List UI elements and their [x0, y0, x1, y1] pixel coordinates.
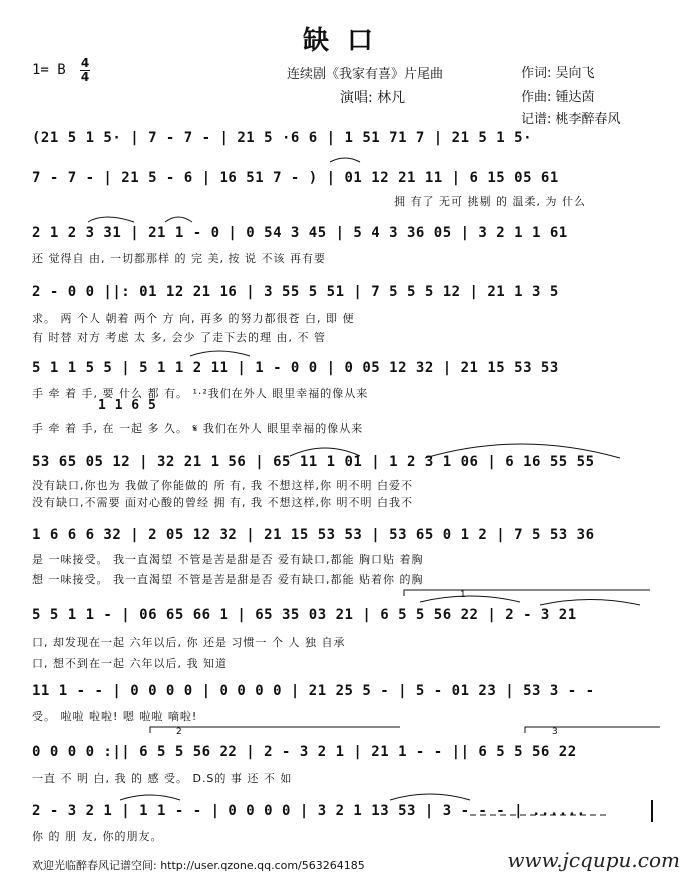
volta-bracket	[525, 727, 660, 733]
notation-line: 11 1 - - | 0 0 0 0 | 0 0 0 0 | 21 25 5 - | 5 - 01 23 | 53 3 - -	[32, 683, 595, 699]
lyric-line: 没有缺口,你也为 我做了你能做的 所 有, 我 不想这样,你 明不明 白爱不	[32, 479, 413, 492]
meter-bottom: 4	[80, 70, 90, 84]
notation-line: 5 5 1 1 - | 06 65 66 1 | 65 35 03 21 | 6 5 5 56 22 | 2 - 3 21	[32, 607, 577, 623]
notation-line: 7 - 7 - | 21 5 - 6 | 16 51 7 - ) | 01 12 21 11 | 6 15 05 61	[32, 170, 559, 186]
key-signature: 1= B	[32, 62, 66, 78]
slur	[425, 444, 620, 458]
notation-line: 53 65 05 12 | 32 21 1 56 | 65 11 1 01 | 1 2 3 1 06 | 6 16 55 55	[32, 454, 595, 470]
lyric-line: 受。 啦啦 啦啦! 嗯 啦啦 嘀啦!	[32, 710, 198, 723]
song-title: 缺口	[302, 26, 391, 56]
slur	[330, 158, 360, 162]
volta-bracket	[150, 727, 400, 733]
alt-notation: 1 1 6 5	[98, 398, 157, 413]
footer-text: 欢迎光临醉春风记谱空间: http://user.qzone.qq.com/563264185	[32, 859, 365, 872]
volta-bracket	[404, 590, 650, 596]
slur	[120, 795, 180, 800]
lyricist-credit: 作词: 吴向飞	[521, 66, 595, 81]
watermark: www.jcqupu.com	[507, 848, 680, 872]
lyric-line: 拥 有了 无可 挑剔 的 温柔, 为 什么	[394, 195, 586, 208]
lyric-line: 你 的 朋 友, 你的朋友。	[32, 830, 163, 843]
slur	[390, 794, 470, 800]
composer-credit: 作曲: 锺达茵	[521, 90, 595, 105]
lyric-line: 口, 却发现在一起 六年以后, 你 还是 习惯一 个 人 独 自承	[32, 636, 346, 649]
lyric-line: 没有缺口,不需要 面对心酸的曾经 拥 有, 我 不想这样,你 明不明 白我不	[32, 496, 413, 509]
slur	[88, 217, 134, 222]
notation-line: 0 0 0 0 :|| 6 5 5 56 22 | 2 - 3 2 1 | 21 1 - - || 6 5 5 56 22	[32, 744, 577, 760]
transcriber-credit: 记谱: 桃李醉春风	[521, 112, 621, 127]
lyric-line: 口, 想不到在一起 六年以后, 我 知道	[32, 657, 227, 670]
notation-line: 1 6 6 6 32 | 2 05 12 32 | 21 15 53 53 | 53 65 0 1 2 | 7 5 53 36	[32, 527, 595, 543]
lyric-line: 是 一味接受。 我一直渴望 不管是苦是甜是否 爱有缺口,都能 胸口贴 着胸	[32, 553, 424, 566]
notation-line: (21 5 1 5· | 7 - 7 - | 21 5 ·6 6 | 1 51 71 7 | 21 5 1 5·	[32, 130, 533, 146]
singer-credit: 演唱: 林凡	[340, 90, 406, 106]
slur	[165, 217, 192, 222]
volta-marker: 3	[552, 727, 559, 737]
slur	[420, 596, 520, 602]
notation-line: 5 1 1 5 5 | 5 1 1 2 11 | 1 - 0 0 | 0 05 12 32 | 21 15 53 53	[32, 360, 559, 376]
lyric-line: 求。 两 个人 朝着 两个 方 向, 再多 的努力都很苍 白, 即 便	[32, 312, 355, 325]
slur	[290, 448, 360, 456]
notation-line: 2 - 0 0 ||: 01 12 21 16 | 3 55 5 51 | 7 5 5 5 12 | 21 1 3 5	[32, 284, 559, 300]
notation-line: 2 1 2 3 31 | 21 1 - 0 | 0 54 3 45 | 5 4 3 36 05 | 3 2 1 1 61	[32, 225, 568, 241]
notation-line: 2 - 3 2 1 | 1 1 - - | 0 0 0 0 | 3 2 1 13 53 | 3 - - - | ......	[32, 803, 586, 819]
lyric-line: 想 一味接受。 我一直渴望 不管是苦是甜是否 爱有缺口,都能 贴着你 的胸	[32, 573, 424, 586]
lyric-line: 手 牵 着 手, 在 一起 多 久。 𝄋 我们在外人 眼里幸福的像从来	[32, 422, 364, 435]
volta-marker: 1	[460, 590, 467, 600]
subtitle: 连续剧《我家有喜》片尾曲	[287, 67, 444, 82]
slur	[190, 351, 250, 356]
volta-marker: 2	[176, 727, 183, 737]
slur	[540, 600, 640, 606]
lyric-line: 一直 不 明 白, 我 的 感 受。 D.S的 事 还 不 如	[32, 772, 293, 785]
meter-top: 4	[80, 56, 90, 70]
lyric-line: 还 觉得自 由, 一切都那样 的 完 美, 按 说 不该 再有要	[32, 252, 326, 265]
lyric-line: 有 时替 对方 考虑 太 多, 会少 了走下去的理 由, 不 管	[32, 331, 326, 344]
lyric-line: 手 牵 着 手, 要 什么 都 有。 ¹·²我们在外人 眼里幸福的像从来	[32, 387, 369, 400]
